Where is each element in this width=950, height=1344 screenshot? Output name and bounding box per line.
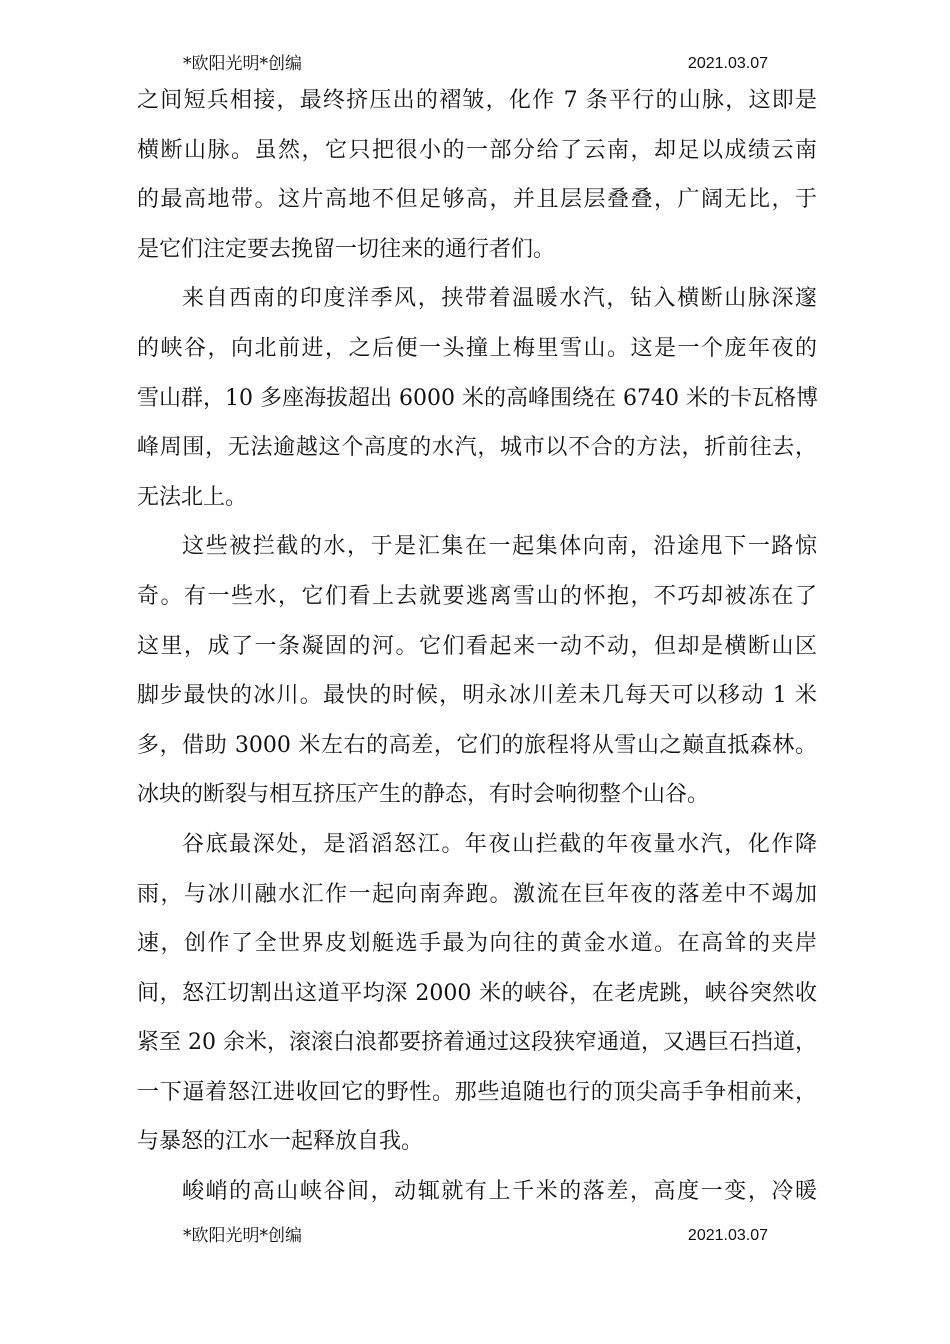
- footer-date: 2021.03.07: [687, 1227, 768, 1244]
- paragraph-2: [137, 274, 817, 522]
- header-date: 2021.03.07: [687, 55, 768, 72]
- text-line: 冰块的断裂与相互挤压产生的静态，有时会响彻整个山谷。: [137, 782, 710, 808]
- text-line: 这里，成了一条凝固的河。它们看起来一动不动，但却是横断山区: [137, 633, 817, 659]
- paragraph-4: [137, 820, 817, 1167]
- text-line: 之间短兵相接，最终挤压出的褶皱，化作 7 条平行的山脉，这即是: [137, 88, 817, 113]
- text-line: 无法北上。: [137, 484, 248, 510]
- header-author: *欧阳光明*创编: [183, 54, 302, 74]
- body-text: [137, 76, 817, 1217]
- text-line: 雨，与冰川融水汇作一起向南奔跑。激流在巨年夜的落差中不竭加: [137, 881, 817, 907]
- text-line: 脚步最快的冰川。最快的时候，明永冰川差未几每天可以移动 1 米: [137, 683, 817, 709]
- text-line: 的最高地带。这片高地不但足够高，并且层层叠叠，广阔无比，于: [137, 187, 817, 213]
- text-line: 与暴怒的江水一起释放自我。: [137, 1129, 424, 1155]
- text-line: 这些被拦截的水，于是汇集在一起集体向南，沿途甩下一路惊: [182, 534, 817, 560]
- text-line: 峻峭的高山峡谷间，动辄就有上千米的落差，高度一变，冷暖: [182, 1179, 817, 1205]
- text-line: 峰周围，无法逾越这个高度的水汽，城市以不合的方法，折前往去，: [137, 435, 817, 461]
- page-footer: [183, 1224, 768, 1248]
- page-header: [183, 52, 768, 76]
- text-line: 紧至 20 余米，滚滚白浪都要挤着通过这段狭窄通道，又遇巨石挡道，: [137, 1030, 817, 1056]
- paragraph-3: [137, 522, 817, 820]
- text-line: 是它们注定要去挽留一切往来的通行者们。: [137, 236, 556, 262]
- text-line: 谷底最深处，是滔滔怒江。年夜山拦截的年夜量水汽，化作降: [182, 831, 817, 857]
- footer-author: *欧阳光明*创编: [183, 1226, 302, 1246]
- paragraph-5: [137, 1167, 817, 1217]
- text-line: 一下逼着怒江进收回它的野性。那些追随也行的顶尖高手争相前来，: [137, 1079, 817, 1105]
- text-line: 的峡谷，向北前进，之后便一头撞上梅里雪山。这是一个庞年夜的: [137, 335, 817, 361]
- text-line: 间，怒江切割出这道平均深 2000 米的峡谷，在老虎跳，峡谷突然收: [137, 980, 817, 1006]
- paragraph-1: [137, 76, 817, 274]
- text-line: 雪山群，10 多座海拔超出 6000 米的高峰围绕在 6740 米的卡瓦格博: [137, 385, 818, 411]
- text-line: 来自西南的印度洋季风，挟带着温暖水汽，钻入横断山脉深邃: [182, 286, 817, 312]
- text-line: 横断山脉。虽然，它只把很小的一部分给了云南，却足以成绩云南: [137, 137, 817, 163]
- text-line: 速，创作了全世界皮划艇选手最为向往的黄金水道。在高耸的夹岸: [137, 931, 817, 957]
- text-line: 奇。有一些水，它们看上去就要逃离雪山的怀抱，不巧却被冻在了: [137, 583, 817, 609]
- text-line: 多，借助 3000 米左右的高差，它们的旅程将从雪山之巅直抵森林。: [137, 732, 817, 758]
